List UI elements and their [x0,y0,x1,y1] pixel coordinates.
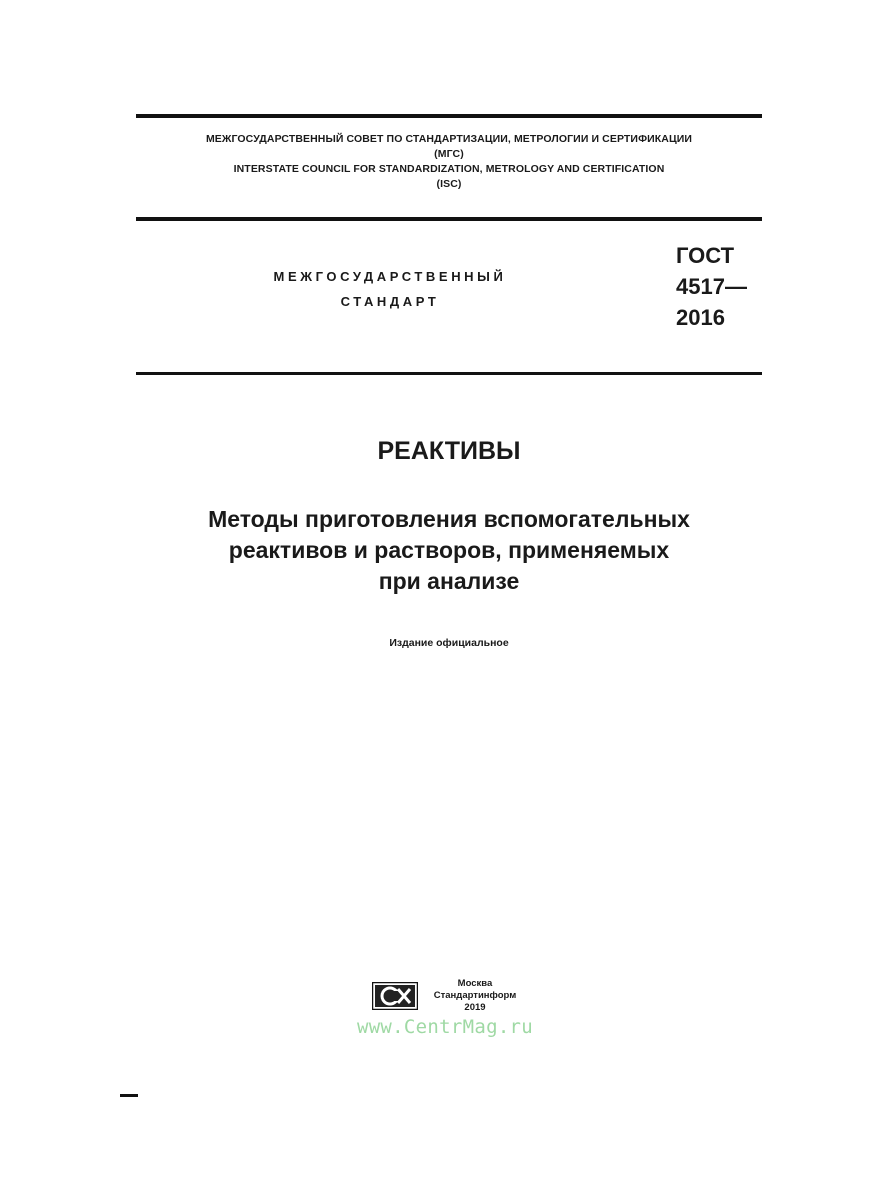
watermark-url: www.CentrMag.ru [356,1016,534,1038]
subtitle-line3: при анализе [378,568,520,594]
council-abbr-ru: (МГС) [434,148,464,160]
document-subtitle [136,504,762,597]
council-abbr-en: (ISC) [436,178,462,190]
edition-note: Издание официальное [389,637,509,649]
standard-kind-line2: СТАНДАРТ [340,294,440,309]
document-title: РЕАКТИВЫ [377,437,521,465]
middle-rule [136,217,762,221]
standard-kind-line1: МЕЖГОСУДАРСТВЕННЫЙ [273,269,507,284]
publisher-year: 2019 [464,1002,486,1013]
council-header [136,132,762,192]
bottom-rule [136,372,762,375]
publisher-name: Стандартинформ [433,990,517,1001]
subtitle-line1: Методы приготовления вспомогательных [208,506,690,532]
publisher-imprint [420,978,530,1014]
top-rule [136,114,762,118]
publisher-city: Москва [457,978,493,989]
designation-year: 2016 [676,305,725,330]
council-name-en: INTERSTATE COUNCIL FOR STANDARDIZATION, METROLOGY AND CERTIFICATION [233,163,665,175]
subtitle-line2: реактивов и растворов, применяемых [228,537,670,563]
designation-prefix: ГОСТ [676,243,735,268]
standartinform-logo-icon [372,982,418,1010]
designation-number: 4517— [676,274,747,299]
standard-designation [676,240,747,333]
page-dash-mark [120,1094,138,1097]
council-name-ru: МЕЖГОСУДАРСТВЕННЫЙ СОВЕТ ПО СТАНДАРТИЗАЦИИ, МЕТРОЛОГИИ И СЕРТИФИКАЦИИ [205,133,693,145]
standard-kind [210,264,570,314]
